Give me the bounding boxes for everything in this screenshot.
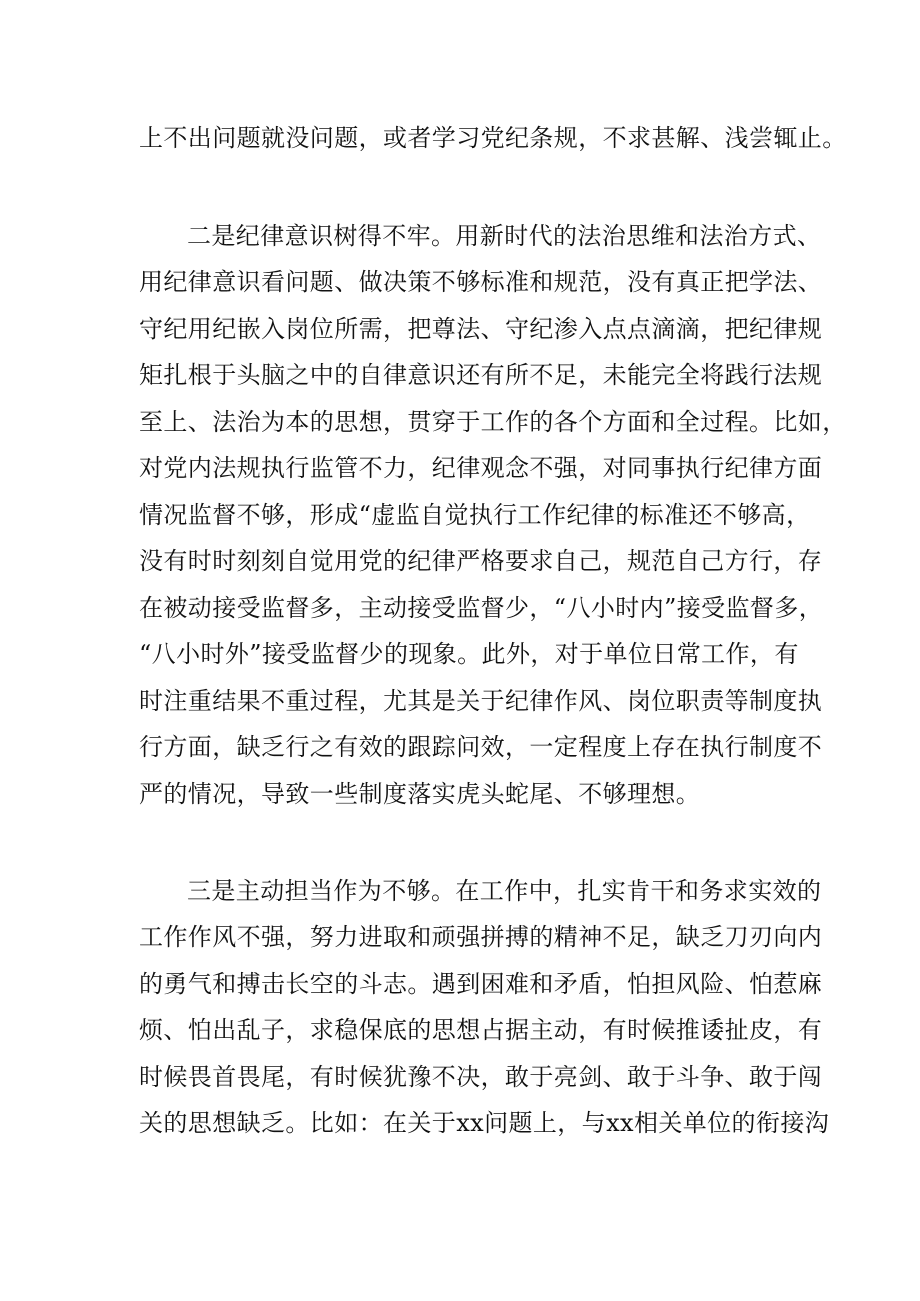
paragraph-2-line-7: 情况监督不够，形成“虚监自觉执行工作纪律的标准还不够高， bbox=[139, 501, 811, 529]
paragraph-2-line-9: 在被动接受监督多，主动接受监督少，“八小时内”接受监督多， bbox=[139, 594, 824, 622]
paragraph-2-line-3: 守纪用纪嵌入岗位所需，把尊法、守纪渗入点点滴滴，把纪律规 bbox=[139, 315, 823, 343]
paragraph-2-line-6: 对党内法规执行监管不力，纪律观念不强，对同事执行纪律方面 bbox=[139, 454, 823, 482]
paragraph-3-line-3: 的勇气和搏击长空的斗志。遇到困难和矛盾，怕担风险、怕惹麻 bbox=[139, 970, 823, 998]
paragraph-3-line-6: 关的思想缺乏。比如：在关于xx问题上，与xx相关单位的衔接沟 bbox=[139, 1109, 830, 1137]
paragraph-1-line-1: 上不出问题就没问题，或者学习党纪条规，不求甚解、浅尝辄止。 bbox=[139, 124, 847, 152]
paragraph-2-line-8: 没有时时刻刻自觉用党的纪律严格要求自己，规范自己方行，存 bbox=[139, 547, 823, 575]
paragraph-2-line-11: 时注重结果不重过程，尤其是关于纪律作风、岗位职责等制度执 bbox=[139, 687, 823, 715]
paragraph-2-line-4: 矩扎根于头脑之中的自律意识还有所不足，未能完全将践行法规 bbox=[139, 361, 823, 389]
paragraph-2-line-10: “八小时外”接受监督少的现象。此外，对于单位日常工作，有 bbox=[139, 640, 799, 668]
paragraph-3-line-4: 烦、怕出乱子，求稳保底的思想占据主动，有时候推诿扯皮，有 bbox=[139, 1016, 823, 1044]
paragraph-2-line-1: 二是纪律意识树得不牢。用新时代的法治思维和法治方式、 bbox=[187, 222, 822, 250]
paragraph-2-line-2: 用纪律意识看问题、做决策不够标准和规范，没有真正把学法、 bbox=[139, 268, 823, 296]
paragraph-2-line-5: 至上、法治为本的思想，贯穿于工作的各个方面和全过程。比如， bbox=[139, 408, 847, 436]
paragraph-2-line-12: 行方面，缺乏行之有效的跟踪问效，一定程度上存在执行制度不 bbox=[139, 733, 823, 761]
paragraph-2-line-13: 严的情况，导致一些制度落实虎头蛇尾、不够理想。 bbox=[139, 780, 701, 808]
paragraph-3-line-1: 三是主动担当作为不够。在工作中，扎实肯干和务求实效的 bbox=[187, 877, 822, 905]
paragraph-3-line-5: 时候畏首畏尾，有时候犹豫不决，敢于亮剑、敢于斗争、敢于闯 bbox=[139, 1063, 823, 1091]
paragraph-3-line-2: 工作作风不强，努力进取和顽强拼搏的精神不足，缺乏刀刃向内 bbox=[139, 923, 823, 951]
